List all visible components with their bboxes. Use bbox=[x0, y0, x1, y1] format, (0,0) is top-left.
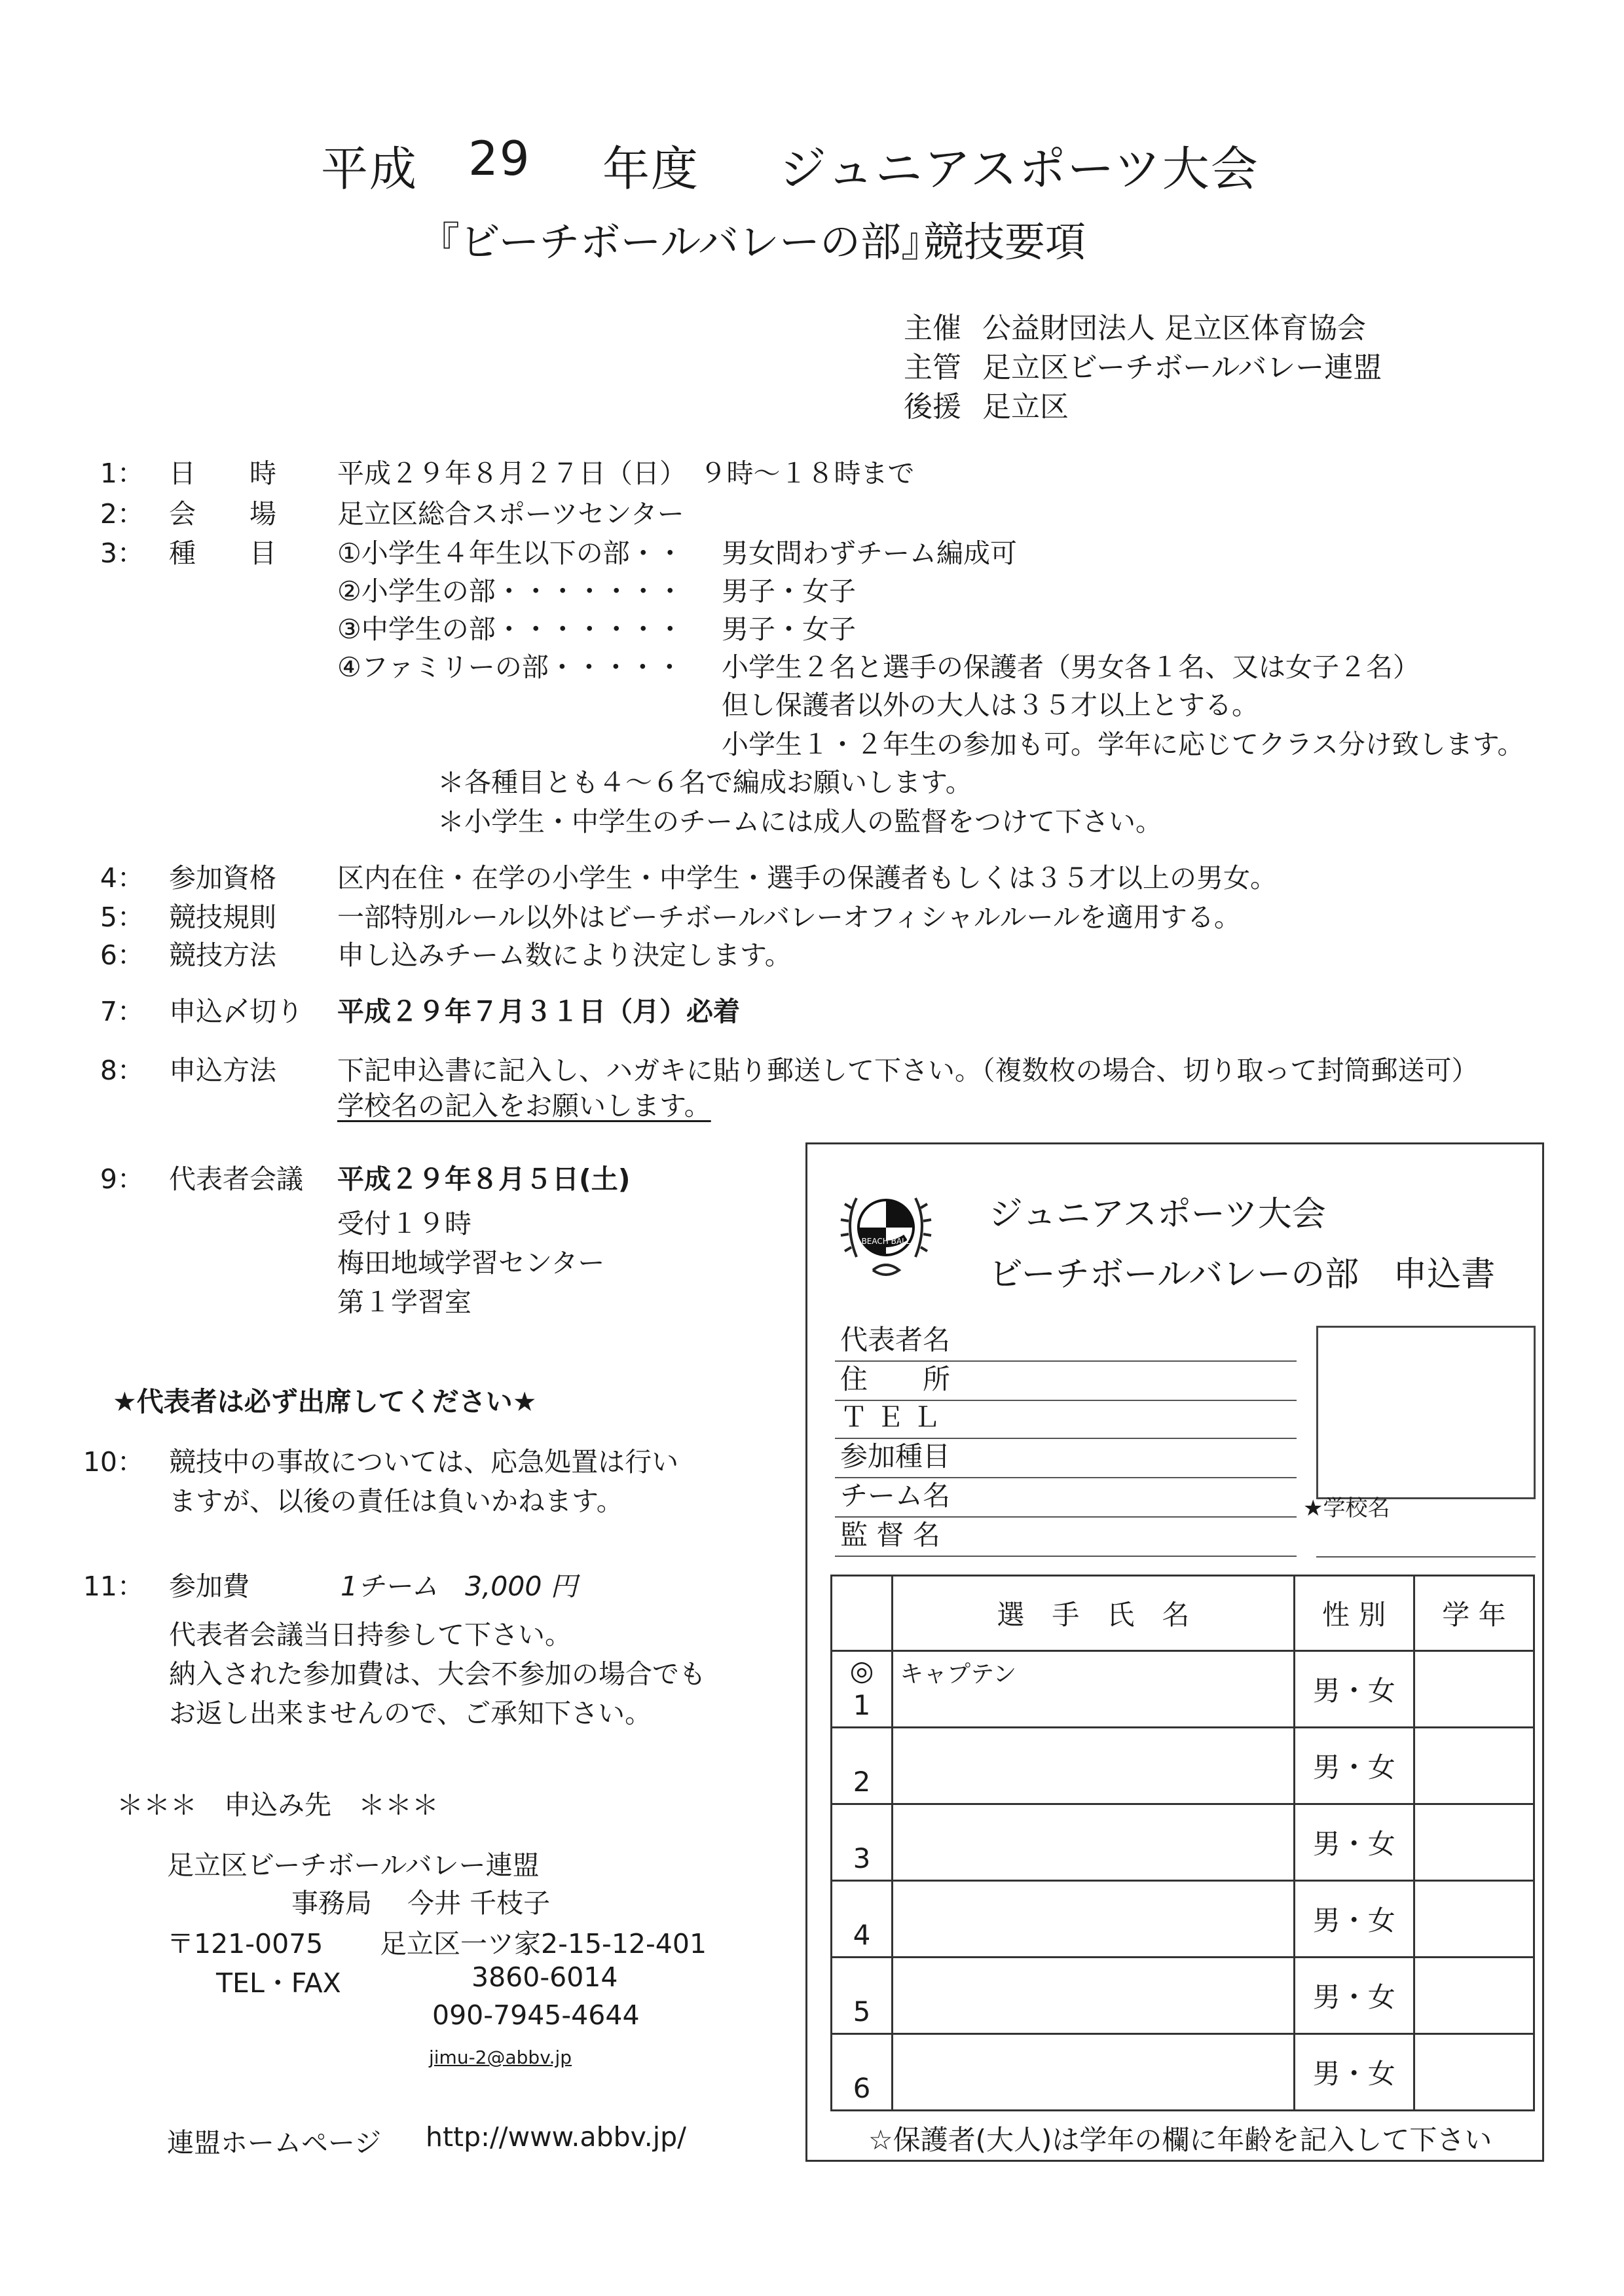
title-division: 『ビーチボールバレーの部』 bbox=[419, 218, 942, 266]
category-extra: 小学生１・２年生の参加も可。学年に応じてクラス分け致します。 bbox=[722, 729, 1524, 760]
item-label: 種 目 bbox=[169, 538, 276, 569]
player-name-cell[interactable] bbox=[893, 1958, 1295, 2034]
photo-box bbox=[1316, 1326, 1536, 1499]
category-note: ＊各種目とも４～６名で編成お願いします。 bbox=[437, 767, 972, 798]
item-label: 競技規則 bbox=[169, 902, 276, 933]
category-name: ④ファミリーの部・・・・・ bbox=[337, 651, 683, 683]
category-extra: 但し保護者以外の大人は３５才以上とする。 bbox=[722, 689, 1259, 721]
grade-cell[interactable] bbox=[1414, 2034, 1534, 2111]
organizer-role: 主管 bbox=[904, 351, 961, 384]
table-header-row bbox=[832, 1576, 1534, 1651]
table-row bbox=[832, 2034, 1534, 2111]
item-value: 平成２９年８月２７日（日） ９時～１８時まで bbox=[337, 458, 915, 489]
sex-cell[interactable]: 男・女 bbox=[1294, 1804, 1414, 1881]
fee-note: 代表者会議当日持参して下さい。 bbox=[169, 1619, 572, 1650]
item-number: 3： bbox=[100, 538, 144, 569]
organizer-name: 足立区ビーチボールバレー連盟 bbox=[982, 351, 1382, 384]
table-row bbox=[832, 1728, 1534, 1804]
contact-telfax-label: TEL・FAX bbox=[216, 1967, 341, 1999]
player-name-cell[interactable] bbox=[893, 1804, 1295, 1881]
item-label: 参加資格 bbox=[169, 862, 276, 894]
field-representative[interactable] bbox=[835, 1324, 1297, 1362]
category-desc: 小学生２名と選手の保護者（男女各１名、又は女子２名） bbox=[722, 651, 1420, 683]
item-number: 5： bbox=[100, 902, 144, 933]
sex-cell[interactable]: 男・女 bbox=[1294, 1728, 1414, 1804]
meeting-reception: 受付１９時 bbox=[337, 1208, 471, 1239]
item-value: 一部特別ルール以外はビーチボールバレーオフィシャルルールを適用する。 bbox=[337, 902, 1241, 933]
organizer-name: 公益財団法人 足立区体育協会 bbox=[982, 312, 1366, 345]
homepage-url[interactable]: http://www.abbv.jp/ bbox=[426, 2121, 686, 2153]
grade-cell[interactable] bbox=[1414, 1958, 1534, 2034]
row-number: 2 bbox=[853, 1766, 871, 1798]
header-number bbox=[832, 1576, 893, 1651]
category-name: ②小学生の部・・・・・・・ bbox=[337, 575, 684, 607]
category-desc: 男女問わずチーム編成可 bbox=[722, 538, 1017, 569]
player-name-cell[interactable] bbox=[893, 1728, 1295, 1804]
header-grade: 学 年 bbox=[1414, 1576, 1534, 1651]
item-number: 4： bbox=[100, 862, 144, 894]
row-number: 5 bbox=[853, 1995, 871, 2028]
captain-mark: ◎ bbox=[849, 1654, 874, 1686]
sex-cell[interactable]: 男・女 bbox=[1294, 1958, 1414, 2034]
field-label: チーム名 bbox=[840, 1480, 951, 1512]
player-name-cell[interactable] bbox=[893, 2034, 1295, 2111]
row-number-cell bbox=[832, 1804, 893, 1881]
table-row bbox=[832, 1881, 1534, 1958]
item-number: 7： bbox=[100, 996, 144, 1027]
item-number: 10： bbox=[83, 1446, 144, 1478]
meeting-room: 第１学習室 bbox=[337, 1286, 471, 1318]
header-player-name: 選 手 氏 名 bbox=[893, 1576, 1295, 1651]
table-row bbox=[832, 1651, 1534, 1728]
title-era: 平成 bbox=[321, 141, 418, 196]
item-number: 6： bbox=[100, 939, 144, 971]
contact-address: 足立区一ツ家2-15-12-401 bbox=[380, 1928, 707, 1959]
sex-cell[interactable]: 男・女 bbox=[1294, 1651, 1414, 1728]
logo-text: BEACH BALL bbox=[861, 1237, 911, 1246]
attendance-note: ★代表者は必ず出席してください★ bbox=[113, 1386, 537, 1417]
contact-org: 足立区ビーチボールバレー連盟 bbox=[167, 1850, 540, 1881]
beach-ball-logo bbox=[837, 1172, 935, 1290]
contact-email[interactable]: jimu-2@abbv.jp bbox=[429, 2047, 572, 2068]
item-label: 競技方法 bbox=[169, 939, 276, 971]
item-value: 下記申込書に記入し、ハガキに貼り郵送して下さい。（複数枚の場合、切り取って封筒郵送可） bbox=[337, 1055, 1479, 1086]
item-label: 代表者会議 bbox=[169, 1163, 303, 1195]
field-label: 監 督 名 bbox=[840, 1519, 940, 1551]
school-name-field[interactable] bbox=[1316, 1556, 1536, 1558]
row-number-cell bbox=[832, 1958, 893, 2034]
fee-amount: 1チーム 3,000 円 bbox=[341, 1571, 578, 1602]
field-team-name[interactable] bbox=[835, 1480, 1297, 1518]
contact-postal: 〒121-0075 bbox=[167, 1928, 323, 1959]
field-label: 住 所 bbox=[840, 1363, 951, 1395]
school-label: ★学校名 bbox=[1303, 1495, 1390, 1522]
item-value: 平成２９年８月５日(土) bbox=[337, 1163, 631, 1195]
item-label: 日 時 bbox=[169, 458, 276, 489]
title-year: 29 bbox=[468, 131, 531, 186]
category-desc: 男子・女子 bbox=[722, 613, 856, 645]
player-name-cell[interactable] bbox=[893, 1881, 1295, 1958]
field-label: 参加種目 bbox=[840, 1440, 951, 1472]
row-number: 1 bbox=[853, 1689, 871, 1721]
grade-cell[interactable] bbox=[1414, 1804, 1534, 1881]
row-number-cell bbox=[832, 2034, 893, 2111]
player-table bbox=[830, 1575, 1535, 2111]
organizer-role: 後援 bbox=[904, 390, 961, 424]
category-note: ＊小学生・中学生のチームには成人の監督をつけて下さい。 bbox=[437, 806, 1162, 837]
item-number: 8： bbox=[100, 1055, 144, 1086]
item-value: 平成２９年７月３１日（月）必着 bbox=[337, 996, 740, 1027]
contact-mobile: 090-7945-4644 bbox=[432, 1999, 640, 2031]
field-coach[interactable] bbox=[835, 1519, 1297, 1557]
field-tel[interactable] bbox=[835, 1401, 1297, 1439]
row-number-cell bbox=[832, 1728, 893, 1804]
form-title: ジュニアスポーツ大会 bbox=[989, 1195, 1326, 1234]
organizer-support bbox=[904, 383, 1069, 425]
item-value: 足立区総合スポーツセンター bbox=[337, 498, 684, 530]
grade-cell[interactable] bbox=[1414, 1651, 1534, 1728]
captain-label: キャプテン bbox=[900, 1661, 1017, 1688]
homepage-label: 連盟ホームページ bbox=[167, 2127, 382, 2159]
item-value: 申し込みチーム数により決定します。 bbox=[337, 939, 792, 971]
item-label: 参加費 bbox=[169, 1571, 249, 1602]
item-number: 1： bbox=[100, 458, 144, 489]
form-subtitle: ビーチボールバレーの部 申込書 bbox=[989, 1255, 1496, 1294]
item-label: 申込〆切り bbox=[169, 996, 303, 1027]
row-number-cell bbox=[832, 1651, 893, 1728]
item-number: 2： bbox=[100, 498, 144, 530]
row-number: 4 bbox=[853, 1919, 871, 1951]
organizer-host bbox=[904, 304, 1366, 346]
contact-office: 事務局 今井 千枝子 bbox=[291, 1887, 551, 1919]
contact-heading: ＊＊＊ 申込み先 ＊＊＊ bbox=[117, 1789, 439, 1821]
item-label: 申込方法 bbox=[169, 1055, 276, 1086]
fee-note: 納入された参加費は、大会不参加の場合でも bbox=[169, 1658, 706, 1690]
row-number-cell bbox=[832, 1881, 893, 1958]
school-name-request: 学校名の記入をお願いします。 bbox=[337, 1090, 711, 1121]
item-number: 9： bbox=[100, 1163, 144, 1195]
title-doc: 競技要項 bbox=[923, 218, 1086, 266]
organizer-name: 足立区 bbox=[982, 390, 1069, 424]
item-value: 競技中の事故については、応急処置は行い bbox=[169, 1446, 679, 1478]
guardian-note: ☆保護者(大人)は学年の欄に年齢を記入して下さい bbox=[868, 2124, 1492, 2156]
fee-note: お返し出来ませんので、ご承知下さい。 bbox=[169, 1698, 652, 1729]
field-category[interactable] bbox=[835, 1440, 1297, 1478]
header-sex: 性 別 bbox=[1294, 1576, 1414, 1651]
category-name: ①小学生４年生以下の部・・ bbox=[337, 538, 684, 569]
contact-tel: 3860-6014 bbox=[471, 1961, 618, 1993]
item-value: 区内在住・在学の小学生・中学生・選手の保護者もしくは３５才以上の男女。 bbox=[337, 862, 1277, 894]
meeting-place: 梅田地域学習センター bbox=[337, 1247, 605, 1279]
item-number: 11： bbox=[83, 1571, 144, 1602]
table-row bbox=[832, 1804, 1534, 1881]
grade-cell[interactable] bbox=[1414, 1881, 1534, 1958]
field-label: Ｔ Ｅ Ｌ bbox=[840, 1401, 940, 1433]
table-row bbox=[832, 1958, 1534, 2034]
grade-cell[interactable] bbox=[1414, 1728, 1534, 1804]
field-label: 代表者名 bbox=[840, 1324, 951, 1356]
organizer-role: 主催 bbox=[904, 312, 961, 345]
sex-cell[interactable]: 男・女 bbox=[1294, 2034, 1414, 2111]
organizer-manager bbox=[904, 344, 1382, 386]
row-number: 3 bbox=[853, 1842, 871, 1874]
category-name: ③中学生の部・・・・・・・ bbox=[337, 613, 684, 645]
title-event: ジュニアスポーツ大会 bbox=[779, 141, 1259, 196]
player-name-cell[interactable] bbox=[893, 1651, 1295, 1728]
category-desc: 男子・女子 bbox=[722, 575, 856, 607]
title-nendo: 年度 bbox=[602, 141, 700, 196]
item-value: ますが、以後の責任は負いかねます。 bbox=[169, 1485, 623, 1517]
row-number: 6 bbox=[853, 2072, 871, 2104]
sex-cell[interactable]: 男・女 bbox=[1294, 1881, 1414, 1958]
item-label: 会 場 bbox=[169, 498, 276, 530]
